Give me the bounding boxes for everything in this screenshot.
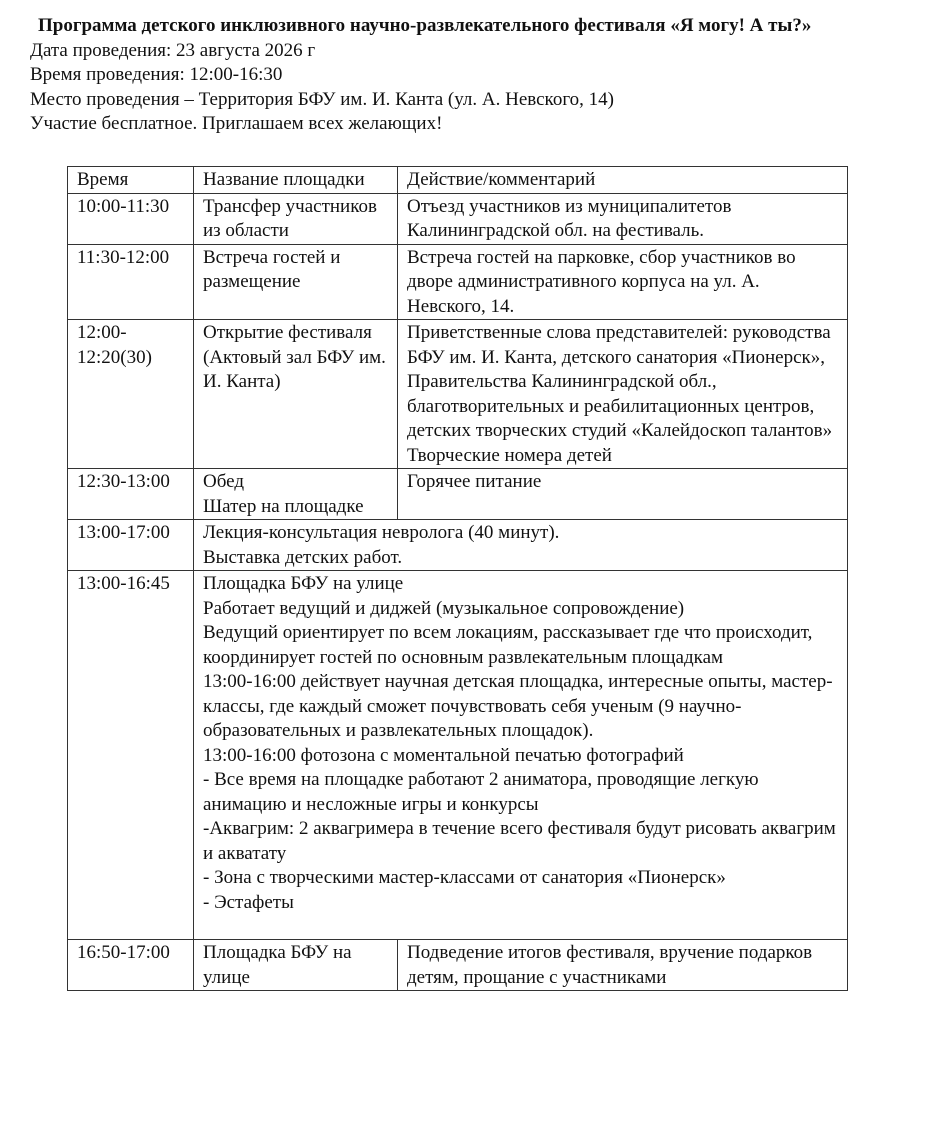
document-header <box>30 14 925 137</box>
table-row <box>68 469 848 520</box>
row-time: 13:00-16:45 <box>68 571 194 940</box>
row-merged-content <box>194 571 848 940</box>
event-location: Место проведения – Территория БФУ им. И. Канта (ул. А. Невского, 14) <box>30 88 614 110</box>
table-row <box>68 193 848 244</box>
row-venue <box>194 469 398 520</box>
table-header-row <box>68 167 848 194</box>
row-merged-content <box>194 520 848 571</box>
content-line: Лекция-консультация невролога (40 минут). <box>203 522 560 543</box>
row-venue: Площадка БФУ на улице <box>194 940 398 991</box>
venue-line: Обед <box>203 471 244 492</box>
header-action: Действие/комментарий <box>398 167 848 194</box>
content-line: -Аквагрим: 2 аквагримера в течение всего фестиваля будут рисовать аквагрим и акватату <box>203 818 836 864</box>
header-venue: Название площадки <box>194 167 398 194</box>
row-time: 10:00-11:30 <box>68 193 194 244</box>
row-time: 12:00-12:20(30) <box>68 320 194 469</box>
cell-spacer <box>203 915 842 939</box>
content-line: Площадка БФУ на улице <box>203 573 404 594</box>
event-date: Дата проведения: 23 августа 2026 г <box>30 39 316 61</box>
row-action: Встреча гостей на парковке, сбор участников во дворе административного корпуса на ул. А. Невского, 14. <box>398 244 848 320</box>
row-time: 12:30-13:00 <box>68 469 194 520</box>
table-row <box>68 520 848 571</box>
row-action: Подведение итогов фестиваля, вручение подарков детям, прощание с участниками <box>398 940 848 991</box>
table-row <box>68 571 848 940</box>
event-time: Время проведения: 12:00-16:30 <box>30 64 283 85</box>
content-line: - Зона с творческими мастер-классами от санатория «Пионерск» <box>203 867 726 888</box>
row-venue: Встреча гостей и размещение <box>194 244 398 320</box>
row-action: Приветственные слова представителей: руководства БФУ им. И. Канта, детского санатория «Пионерск», Правительства Калининградской обл., благотворительных и реабилитационных центров, детских творческих студий «Калейдоскоп талантов» Творческие номера детей <box>398 320 848 469</box>
content-line: - Эстафеты <box>203 891 294 913</box>
header-time: Время <box>68 167 194 194</box>
program-table <box>67 166 848 991</box>
table-row <box>68 320 848 469</box>
content-line: - Все время на площадке работают 2 аниматора, проводящие легкую анимацию и несложные игры и конкурсы <box>203 769 759 815</box>
row-time: 13:00-17:00 <box>68 520 194 571</box>
row-time: 11:30-12:00 <box>68 244 194 320</box>
row-action: Отъезд участников из муниципалитетов Калининградской обл. на фестиваль. <box>398 193 848 244</box>
row-venue: Трансфер участников из области <box>194 193 398 244</box>
content-line: Выставка детских работ. <box>203 546 403 568</box>
content-line: 13:00-16:00 фотозона с моментальной печатью фотографий <box>203 744 684 766</box>
table-row <box>68 244 848 320</box>
content-line: Ведущий ориентирует по всем локациям, рассказывает где что происходит, координирует гостей по основным развлекательным площадкам <box>203 622 813 668</box>
row-action: Горячее питание <box>398 469 848 520</box>
content-line: 13:00-16:00 действует научная детская площадка, интересные опыты, мастер-классы, где каждый сможет почувствовать себя ученым (9 научно-образовательных и развлекательных площадок). <box>203 671 833 741</box>
row-time: 16:50-17:00 <box>68 940 194 991</box>
row-venue: Открытие фестиваля (Актовый зал БФУ им. И. Канта) <box>194 320 398 469</box>
event-participation: Участие бесплатное. Приглашаем всех желающих! <box>30 113 443 134</box>
venue-line: Шатер на площадке <box>203 495 364 517</box>
document-title: Программа детского инклюзивного научно-развлекательного фестиваля «Я могу! А ты?» <box>38 15 812 36</box>
table-row <box>68 940 848 991</box>
content-line: Работает ведущий и диджей (музыкальное сопровождение) <box>203 597 685 619</box>
